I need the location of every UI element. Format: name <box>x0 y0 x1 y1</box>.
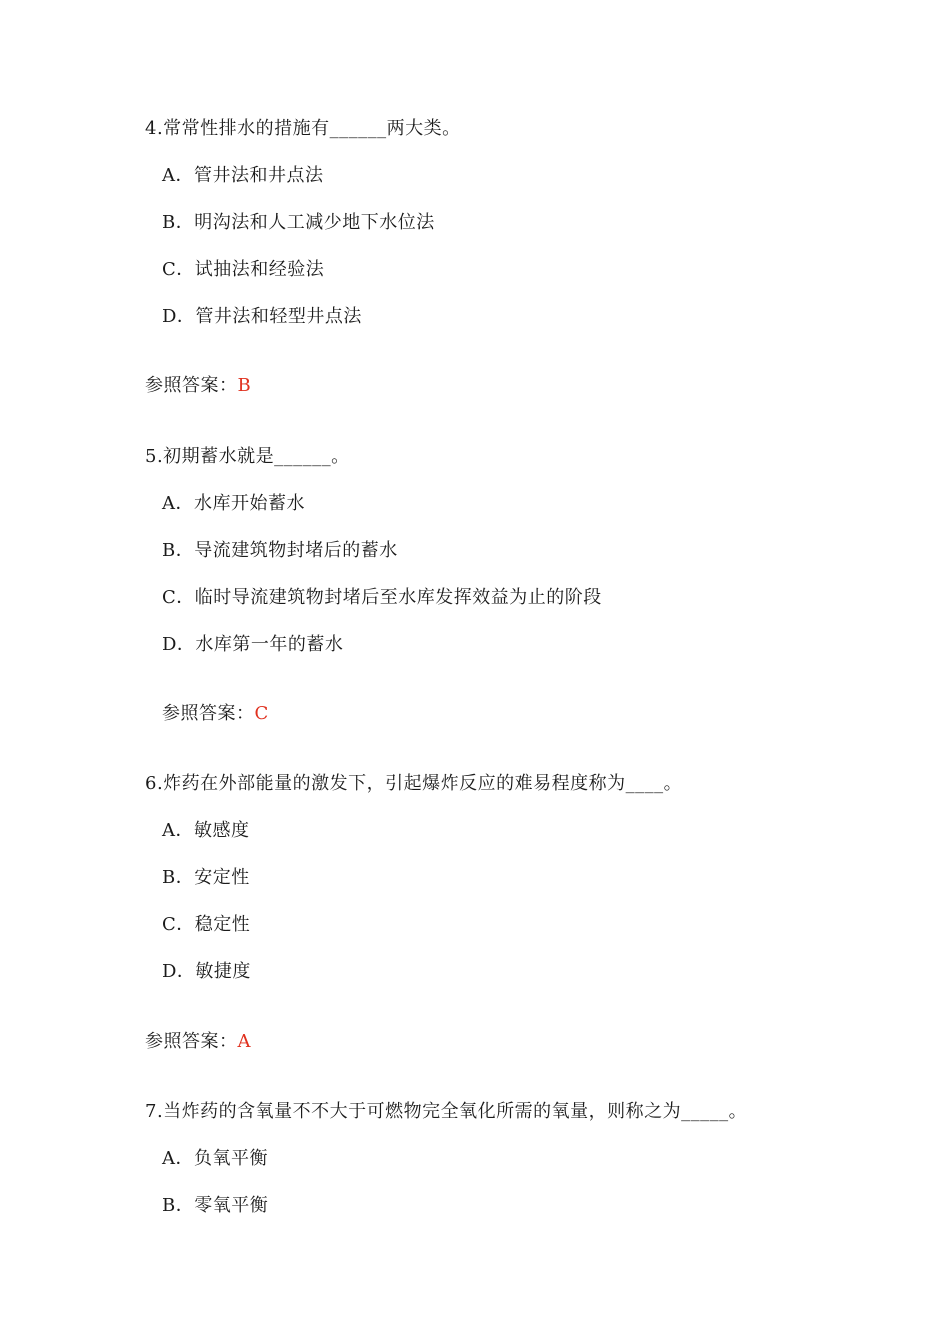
answer-letter: A <box>237 1031 251 1052</box>
question-5-answer <box>162 703 269 725</box>
answer-label: 参照答案： <box>145 375 238 396</box>
question-4-option-b: B．明沟法和人工减少地下水位法 <box>162 212 435 233</box>
answer-label: 参照答案： <box>162 703 255 724</box>
question-4-option-a: A．管井法和井点法 <box>162 165 324 186</box>
question-4-answer <box>145 375 251 397</box>
question-4-stem: 4.常常性排水的措施有______两大类。 <box>145 118 461 139</box>
question-7-stem: 7.当炸药的含氧量不不大于可燃物完全氧化所需的氧量，则称之为_____。 <box>145 1101 748 1122</box>
question-6-stem: 6.炸药在外部能量的激发下，引起爆炸反应的难易程度称为____。 <box>145 773 683 794</box>
question-5-option-c: C．临时导流建筑物封堵后至水库发挥效益为止的阶段 <box>162 587 602 608</box>
answer-letter: B <box>237 375 252 396</box>
question-6-answer <box>145 1031 251 1053</box>
question-6-option-c: C．稳定性 <box>162 914 251 935</box>
answer-letter: C <box>254 703 269 724</box>
question-4-option-d: D．管井法和轻型井点法 <box>162 306 362 327</box>
question-7-option-a: A．负氧平衡 <box>162 1148 268 1169</box>
question-5-stem: 5.初期蓄水就是______。 <box>145 446 350 467</box>
question-5-option-a: A．水库开始蓄水 <box>162 493 305 514</box>
question-5-option-d: D．水库第一年的蓄水 <box>162 634 344 655</box>
answer-label: 参照答案： <box>145 1031 238 1052</box>
question-6-option-a: A．敏感度 <box>162 820 250 841</box>
question-6-option-b: B．安定性 <box>162 867 250 888</box>
question-7-option-b: B．零氧平衡 <box>162 1195 269 1216</box>
question-6-option-d: D．敏捷度 <box>162 961 251 982</box>
question-4-option-c: C．试抽法和经验法 <box>162 259 325 280</box>
question-5-option-b: B．导流建筑物封堵后的蓄水 <box>162 540 398 561</box>
